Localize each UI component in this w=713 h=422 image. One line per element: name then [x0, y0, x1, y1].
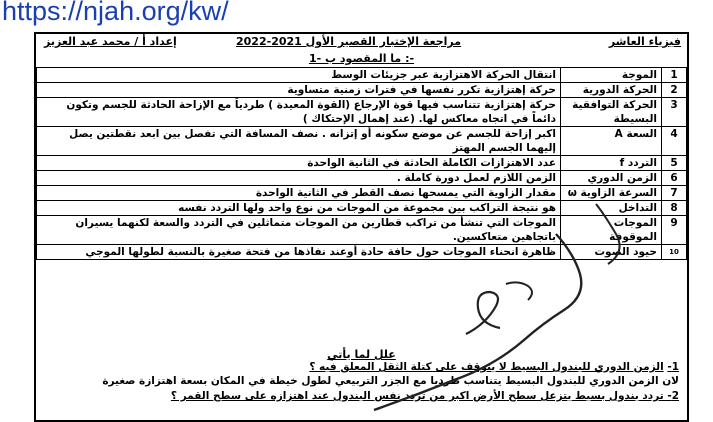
definition-number: 2 [662, 83, 687, 98]
definition-text: الموجات التي تنشأ من تراكب قطارين من الموجات متماثلين في التردد والسعة لكنهما يسيران باتجاهين متعاكسين. [37, 216, 561, 245]
question-1 [309, 361, 679, 373]
source-url[interactable]: https://njah.org/kw/ [2, 0, 229, 26]
definition-row [37, 83, 687, 98]
definition-text: ظاهرة انحناء الموجات حول حافة حادة أوعند نفاذها من فتحة صغيرة بالنسبة لطولها الموجي [37, 245, 561, 260]
definition-text: الزمن اللازم لعمل دورة كاملة . [37, 171, 561, 186]
definition-number: 4 [662, 127, 687, 156]
definition-term: الموجة [561, 68, 662, 83]
definition-text: انتقال الحركة الاهتزازية عبر جزيئات الوسط [37, 68, 561, 83]
definition-term: الموجات الموقوفة [561, 216, 662, 245]
definition-number: 6 [662, 171, 687, 186]
definition-number: 9 [662, 216, 687, 245]
definition-row [37, 171, 687, 186]
definition-row [37, 186, 687, 201]
definition-text: اكبر إزاحة للجسم عن موضع سكونه أو إتزانه . نصف المسافة التي تفصل بين ابعد نقطتين يصل إليهما الجسم المهتز [37, 127, 561, 156]
section-definitions-title: 1- ما المقصود ب :- [308, 52, 415, 65]
definition-number: 3 [662, 98, 687, 127]
definition-row [37, 68, 687, 83]
definition-number: 8 [662, 201, 687, 216]
definition-text: عدد الاهتزازات الكاملة الحادثة في الثانية الواحدة [37, 156, 561, 171]
definition-row [37, 127, 687, 156]
definition-text: مقدار الزاوية التي يمسحها نصف القطر في الثانية الواحدة [37, 186, 561, 201]
definition-text: حركة إهتزازية تتناسب فيها قوة الإرجاع (القوة المعيدة ) طردياً مع الإزاحة الحادثة للجسم وتكون دائماً في اتجاه معاكس لها. (عند إهمال الإحتكاك ) [37, 98, 561, 127]
definition-term: السرعة الزاوية ω [561, 186, 662, 201]
question-1-number: 1- [667, 361, 679, 373]
definition-number: 10 [662, 245, 687, 260]
definition-term: الزمن الدوري [561, 171, 662, 186]
definition-row [37, 245, 687, 260]
question-2: 2- تردد بندول بسيط يتزعل سطح الأرض اكبر من تردد نفس البندول عند اهتزازه على سطح القمر ؟ [170, 390, 679, 402]
definition-text: هو نتيجة التراكب بين مجموعة من الموجات من نوع واحد ولها التردد نفسه [37, 201, 561, 216]
definition-term: الحركة الدورية [561, 83, 662, 98]
worksheet [34, 32, 689, 422]
definitions-table [36, 67, 687, 260]
definition-text: حركة إهتزازية تكرر نفسها في فترات زمنية متساوية [37, 83, 561, 98]
definition-number: 1 [662, 68, 687, 83]
definition-term: التداخل [561, 201, 662, 216]
definition-term: التردد f [561, 156, 662, 171]
definition-row [37, 201, 687, 216]
answer-1: لان الزمن الدوري للبندول البسيط يتناسب طرديا مع الجزر التربيعي لطول خيطة في المكان بسعة اهتزازة صغيرة [102, 375, 679, 387]
review-title: مراجعة الإختبار القصير الأول 2021-2022 [236, 35, 462, 48]
question-1-text: الزمن الدوري للبندول البسيط لا يتوقف على كتلة الثقل المعلق فيه ؟ [309, 361, 664, 373]
section-explain-title: علل لما يأتي [327, 348, 396, 361]
definition-number: 5 [662, 156, 687, 171]
subject-title: فيزياء العاشر [608, 35, 681, 48]
author-credit: إعداد أ / محمد عبد العزيز [44, 35, 177, 48]
definition-row [37, 216, 687, 245]
definition-row [37, 156, 687, 171]
worksheet-header [36, 34, 687, 52]
definition-term: حيود الصوت [561, 245, 662, 260]
definition-term: السعة A [561, 127, 662, 156]
definition-row [37, 98, 687, 127]
definition-number: 7 [662, 186, 687, 201]
definition-term: الحركة التوافقية البسيطة [561, 98, 662, 127]
